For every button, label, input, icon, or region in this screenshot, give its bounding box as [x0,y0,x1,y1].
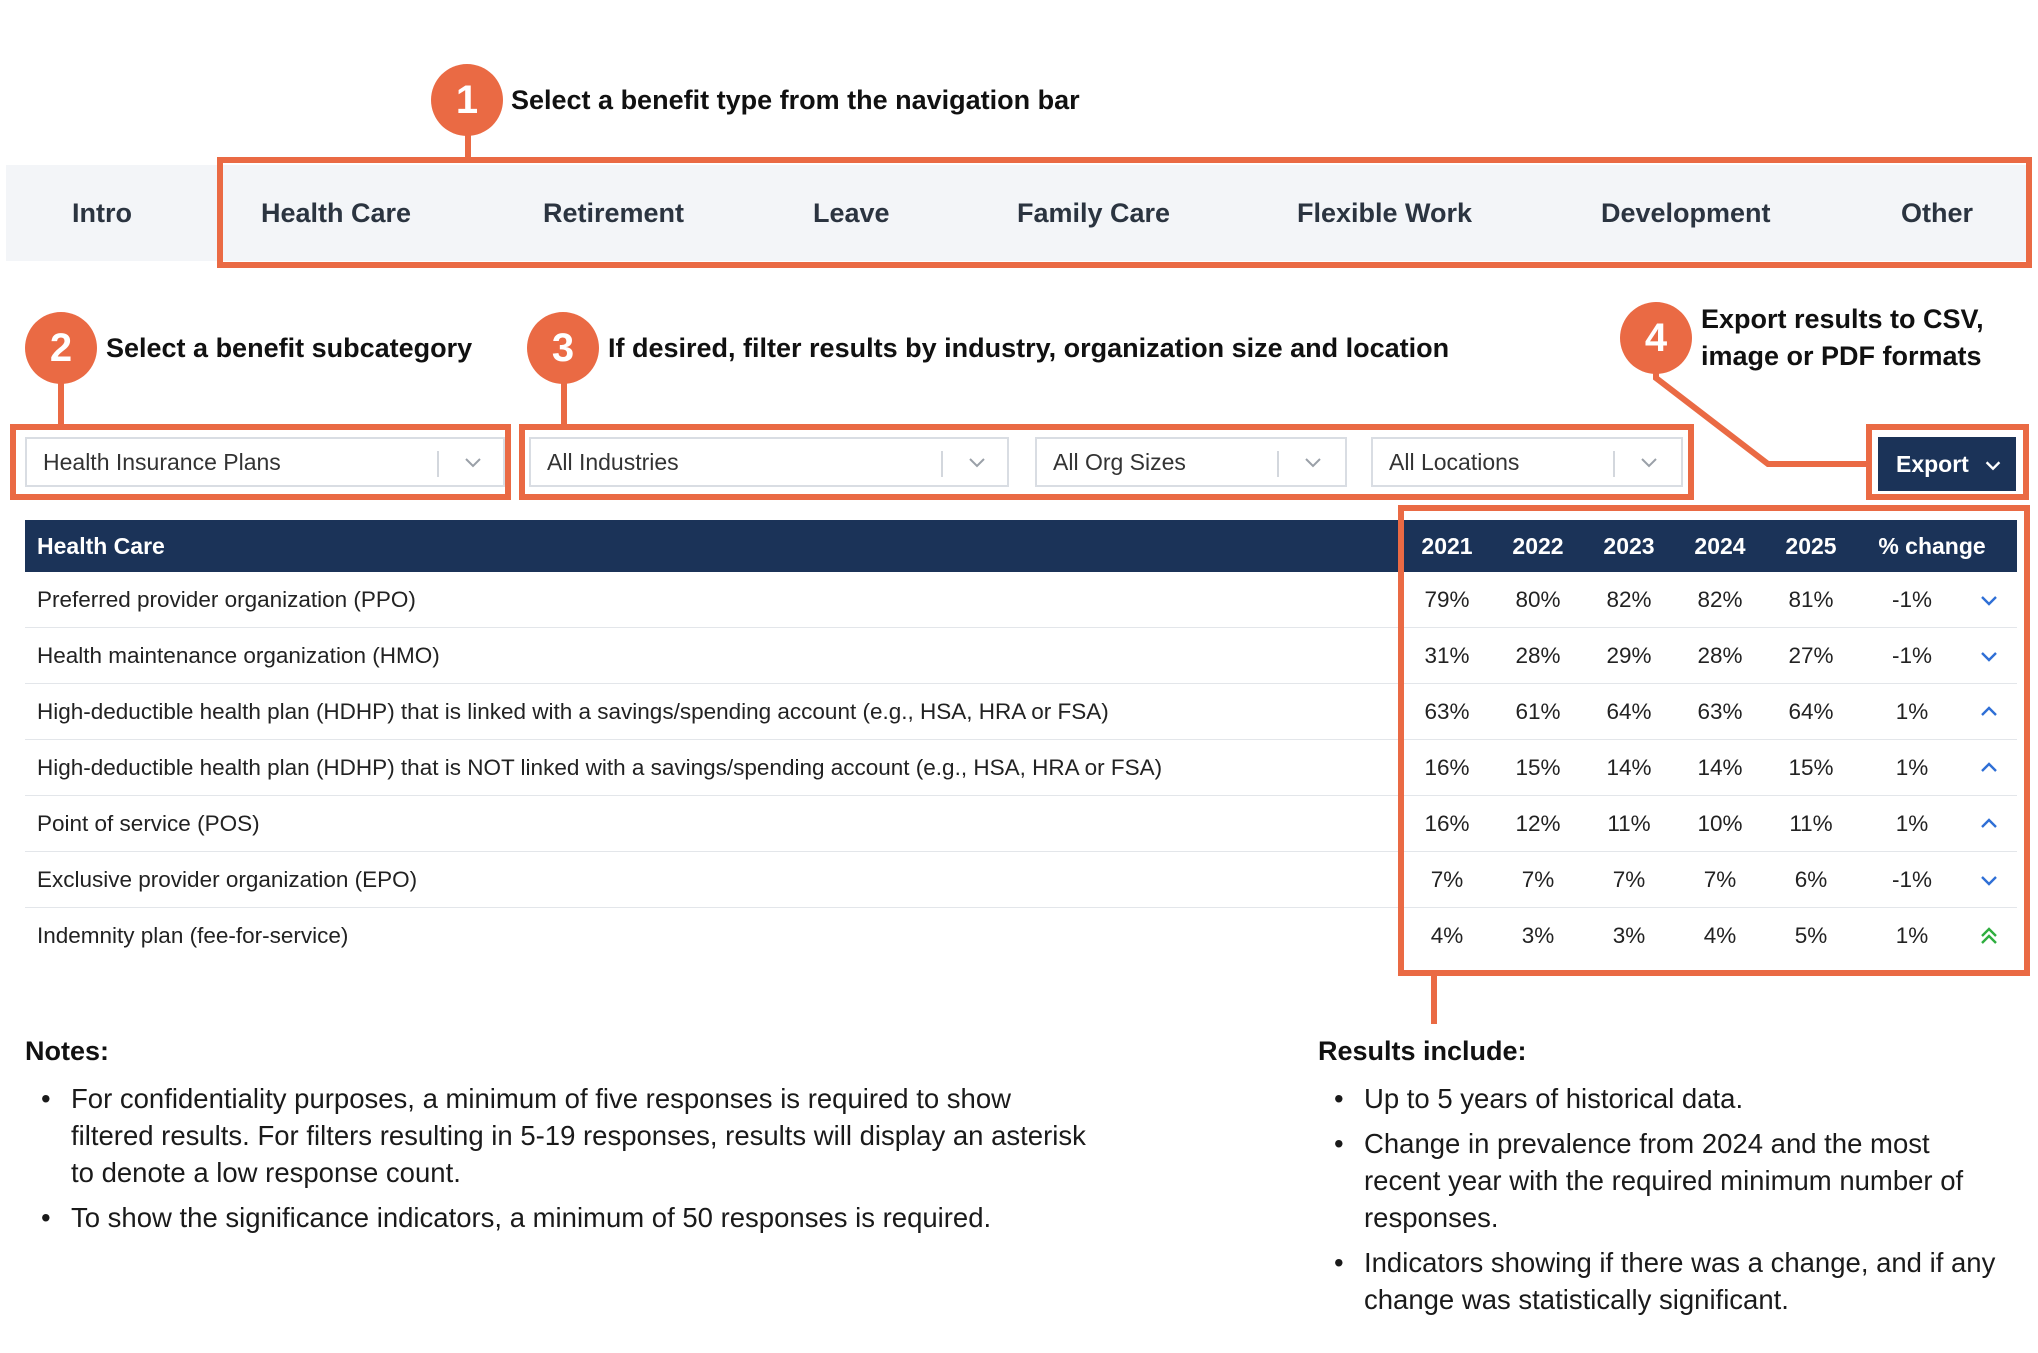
year-value-2021: 31% [1424,642,1470,668]
row-label: Indemnity plan (fee-for-service) [37,922,349,948]
year-value-2022: 3% [1521,922,1555,948]
row-label: High-deductible health plan (HDHP) that is linked with a savings/spending account (e.g., HSA, HRA or FSA) [37,698,1109,724]
nav-item-health-care[interactable]: Health Care [261,197,412,228]
notes-list [27,1080,1087,1244]
step-4-badge: 4 [1620,302,1692,374]
year-value-2025: 11% [1789,810,1833,836]
column-header-2024: 2024 [1694,532,1746,559]
year-value-2021: 16% [1424,754,1470,780]
row-label: High-deductible health plan (HDHP) that is NOT linked with a savings/spending account (e.g., HSA, HRA or FSA) [37,754,1163,780]
nav-item-leave[interactable]: Leave [813,197,890,228]
year-value-2022: 15% [1515,754,1561,780]
row-label: Exclusive provider organization (EPO) [37,866,418,892]
year-value-2024: 14% [1697,754,1743,780]
step-3-connector [561,382,567,426]
year-value-2025: 15% [1788,754,1834,780]
export-label: Export [1896,450,1969,477]
step-2-badge: 2 [25,312,97,384]
notes-title: Notes: [25,1036,110,1066]
year-value-2021: 63% [1424,698,1470,724]
row-label: Point of service (POS) [37,810,260,836]
year-value-2023: 29% [1606,642,1652,668]
step-2-connector [58,382,64,426]
year-value-2023: 3% [1612,922,1646,948]
year-value-2024: 28% [1697,642,1743,668]
year-value-2024: 7% [1703,866,1737,892]
percent-change-value: -1% [1891,642,1932,668]
org-size-value: All Org Sizes [1053,448,1186,475]
year-value-2022: 12% [1515,810,1561,836]
year-value-2024: 63% [1697,698,1743,724]
year-value-2021: 4% [1430,922,1464,948]
industry-value: All Industries [547,448,679,475]
column-header-2021: 2021 [1421,532,1473,559]
percent-change-value: -1% [1891,586,1932,612]
step-2-text: Select a benefit subcategory [106,333,473,363]
subcategory-value: Health Insurance Plans [43,448,281,475]
year-value-2022: 80% [1515,586,1561,612]
nav-item-intro[interactable]: Intro [72,197,132,228]
year-value-2024: 4% [1703,922,1737,948]
year-value-2025: 81% [1788,586,1834,612]
list-item: • Change in prevalence from 2024 and the most recent year with the required minimum number of responses. [1320,1125,2000,1236]
step-4-text-line1: Export results to CSV, [1701,304,1984,334]
year-value-2022: 7% [1521,866,1555,892]
results-title: Results include: [1318,1036,1527,1066]
step-3-text: If desired, filter results by industry, organization size and location [608,333,1450,363]
column-header-2023: 2023 [1603,532,1655,559]
results-highlight-frame [1398,505,2030,976]
nav-item-retirement[interactable]: Retirement [543,197,685,228]
nav-highlight-frame [217,157,2032,268]
percent-change-value: 1% [1895,810,1929,836]
list-item: • For confidentiality purposes, a minimum of five responses is required to show filtered results. For filters resulting in 5-19 responses, results will display an asterisk to denote a low response count. [27,1080,1087,1191]
table-title: Health Care [37,532,165,559]
year-value-2024: 10% [1697,810,1743,836]
year-value-2022: 61% [1515,698,1561,724]
year-value-2025: 5% [1794,922,1828,948]
year-value-2024: 82% [1697,586,1743,612]
nav-item-other[interactable]: Other [1901,197,1974,228]
year-value-2021: 7% [1430,866,1464,892]
results-connector [1431,976,1437,1024]
year-value-2022: 28% [1515,642,1561,668]
year-value-2023: 82% [1606,586,1652,612]
percent-change-value: 1% [1895,754,1929,780]
column-header-2022: 2022 [1512,532,1564,559]
row-label: Preferred provider organization (PPO) [37,586,416,612]
subcategory-highlight-frame [10,424,511,500]
nav-item-flexible-work[interactable]: Flexible Work [1297,197,1473,228]
year-value-2023: 7% [1612,866,1646,892]
year-value-2023: 11% [1607,810,1651,836]
year-value-2023: 14% [1606,754,1652,780]
year-value-2023: 64% [1606,698,1652,724]
list-item: • To show the significance indicators, a minimum of 50 responses is required. [27,1199,1087,1236]
filters-highlight-frame [519,424,1694,500]
list-item: • Indicators showing if there was a change, and if any change was statistically significant. [1320,1244,2000,1318]
list-item: • Up to 5 years of historical data. [1320,1080,2000,1117]
export-highlight-frame [1866,424,2029,500]
nav-item-development[interactable]: Development [1601,197,1771,228]
nav-item-family-care[interactable]: Family Care [1017,197,1171,228]
percent-change-value: -1% [1891,866,1932,892]
year-value-2025: 64% [1788,698,1834,724]
column-header-change: % change [1878,532,1986,559]
column-header-2025: 2025 [1785,532,1837,559]
step-4-text-line2: image or PDF formats [1701,341,1982,371]
step-3-badge: 3 [527,312,599,384]
location-value: All Locations [1389,448,1520,475]
row-label: Health maintenance organization (HMO) [37,642,440,668]
year-value-2025: 27% [1788,642,1834,668]
percent-change-value: 1% [1895,922,1929,948]
percent-change-value: 1% [1895,698,1929,724]
results-list [1320,1080,2000,1326]
year-value-2021: 16% [1424,810,1470,836]
step-1-badge: 1 [431,64,503,136]
step-1-text: Select a benefit type from the navigation bar [511,85,1080,115]
year-value-2025: 6% [1794,866,1828,892]
year-value-2021: 79% [1424,586,1470,612]
